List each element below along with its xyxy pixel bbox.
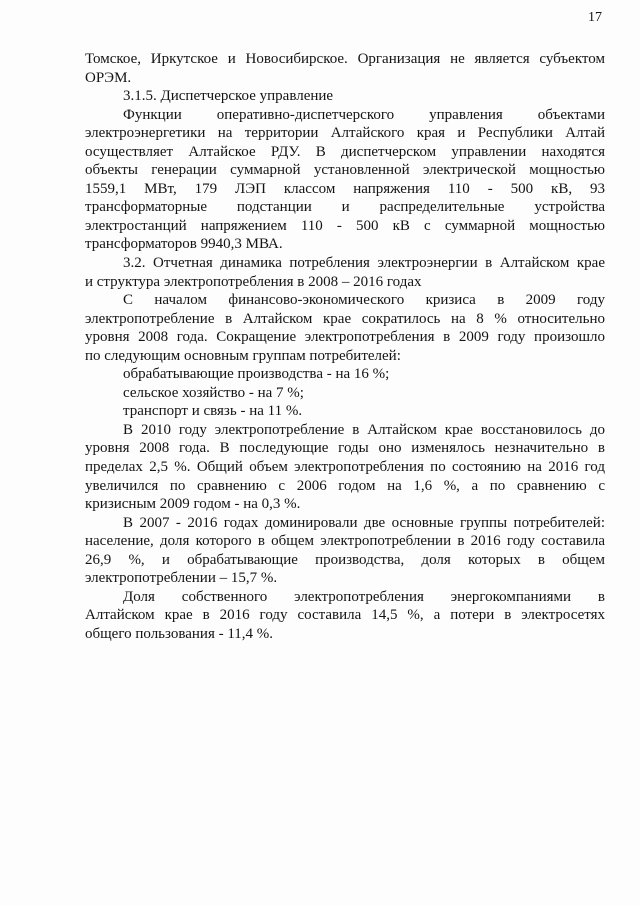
- text-line: В 2010 году электропотребление в Алтайском крае восстановилось до: [123, 421, 605, 438]
- text-line: кризисным 2009 годом - на 0,3 %.: [85, 496, 301, 513]
- text-line: увеличился по сравнению с 2006 годом на 1,6 %, а по сравнению с: [85, 477, 605, 494]
- section-heading: 3.1.5. Диспетчерское управление: [123, 88, 334, 105]
- section-heading: 3.2. Отчетная динамика потребления электроэнергии в Алтайском крае: [123, 255, 605, 272]
- text-line: Функции оперативно-диспетчерского управления объектами: [123, 106, 605, 123]
- document-body: [85, 50, 605, 644]
- text-line: население, доля которого в общем электропотреблении в 2016 году составила: [85, 533, 605, 550]
- text-line: осуществляет Алтайское РДУ. В диспетчерском управлении находятся: [85, 143, 605, 160]
- text-line: Алтайском крае в 2016 году составила 14,5 %, а потери в электросетях: [85, 607, 605, 624]
- text-line: объекты генерации суммарной установленной электрической мощностью: [85, 162, 605, 179]
- list-item: сельское хозяйство - на 7 %;: [123, 384, 304, 401]
- text-line: электростанций напряжением 110 - 500 кВ с суммарной мощностью: [85, 217, 605, 234]
- text-line: электропотреблении – 15,7 %.: [85, 570, 278, 587]
- text-line: 1559,1 МВт, 179 ЛЭП классом напряжения 110 - 500 кВ, 93: [85, 180, 605, 197]
- list-item: транспорт и связь - на 11 %.: [123, 403, 303, 420]
- text-line: Томское, Иркутское и Новосибирское. Организация не является субъектом: [85, 51, 605, 67]
- text-line: С началом финансово-экономического кризиса в 2009 году: [123, 292, 605, 309]
- text-line: 26,9 %, и обрабатывающие производства, доля которых в общем: [85, 551, 605, 568]
- text-line: общего пользования - 11,4 %.: [85, 625, 274, 642]
- page-number: 17: [588, 10, 602, 25]
- text-line: по следующим основным группам потребителей:: [85, 347, 401, 364]
- text-line: трансформаторов 9940,3 МВА.: [85, 236, 283, 253]
- text-line: Доля собственного электропотребления энергокомпаниями в: [123, 588, 605, 605]
- text-line: В 2007 - 2016 годах доминировали две основные группы потребителей:: [123, 514, 605, 531]
- text-line: электроэнергетики на территории Алтайского края и Республики Алтай: [85, 125, 605, 142]
- text-line: пределах 2,5 %. Общий объем электропотребления по состоянию на 2016 год: [85, 459, 605, 476]
- section-heading: и структура электропотребления в 2008 – 2016 годах: [85, 273, 422, 290]
- text-line: уровня 2008 года. Сокращение электропотребления в 2009 году произошло: [85, 329, 605, 346]
- text-line: трансформаторные подстанции и распределительные устройства: [85, 199, 605, 216]
- text-line: уровня 2008 года. В последующие годы оно изменялось незначительно в: [85, 440, 605, 457]
- list-item: обрабатывающие производства - на 16 %;: [123, 366, 390, 383]
- text-line: ОРЭМ.: [85, 69, 132, 86]
- text-line: электропотребление в Алтайском крае сократилось на 8 % относительно: [85, 310, 605, 327]
